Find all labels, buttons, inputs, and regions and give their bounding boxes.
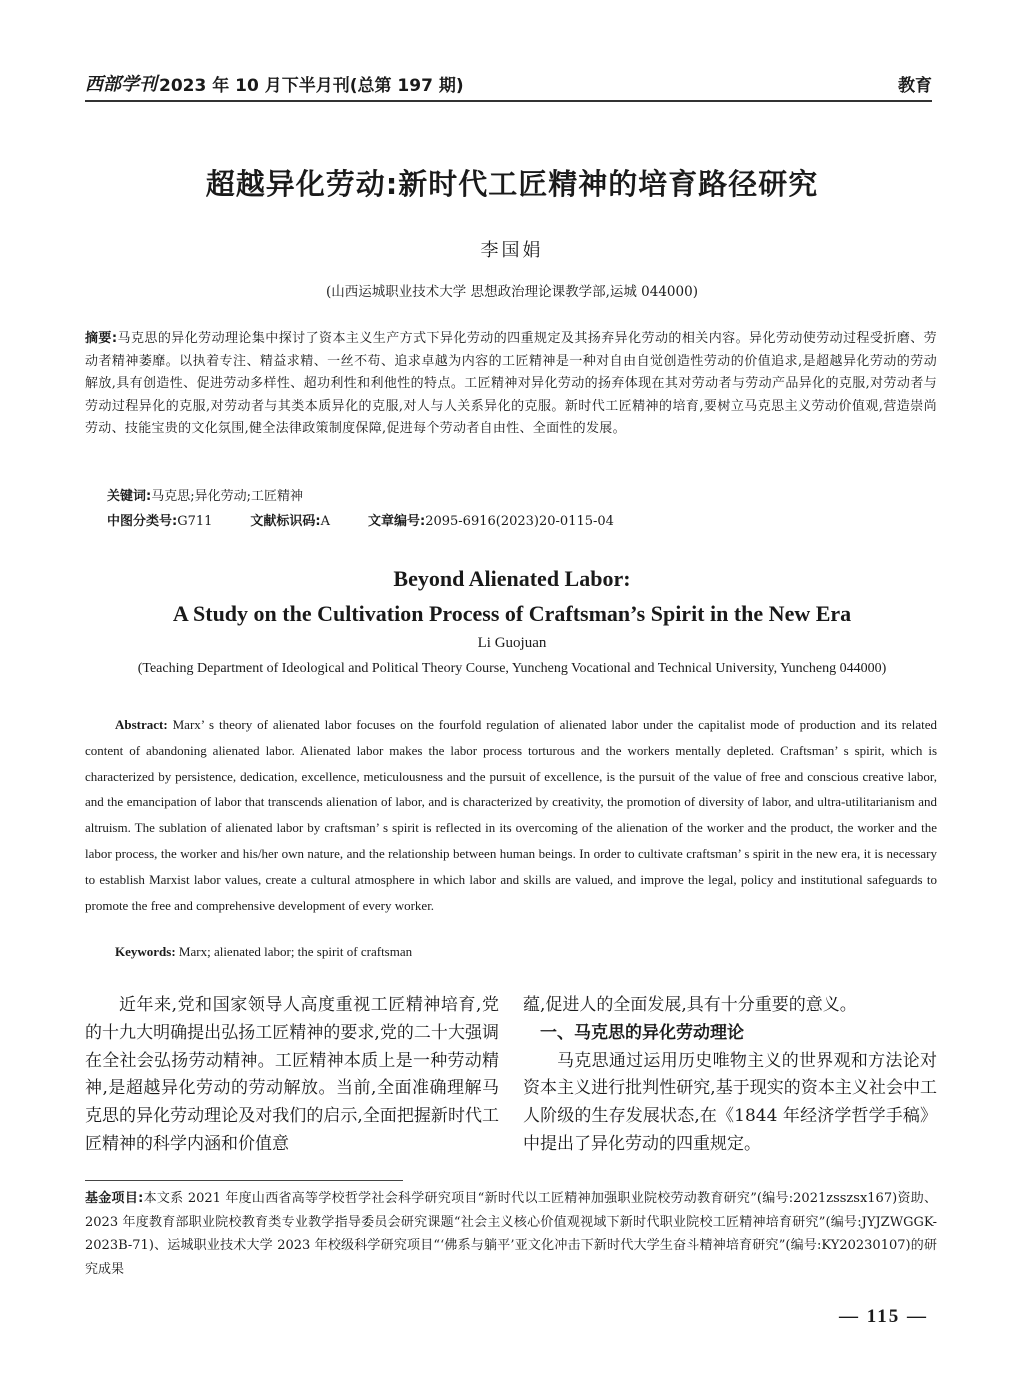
clc-label: 中图分类号: xyxy=(107,514,178,529)
english-title-line1: Beyond Alienated Labor: xyxy=(393,566,631,591)
chinese-author: 李国娟 xyxy=(480,240,544,261)
english-abstract-text: Marx’ s theory of alienated labor focuses on the fourfold regulation of alienated labor under the capitalist mode of production and its related content of abandoning alienated labor. Alienated labor makes the labor process torturous and the workers mentally depleted. Craftsman’ s spirit, which is characterized by persistence, dedication, excellence, meticulousness and the pursuit of excellence, is the pursuit of the value of free and conscious creative labor, and the emancipation of labor that transcends alienation of labor, and is characterized by creativity, the promotion of diversity of labor, and ultra-utilitarianism and altruism. The sublation of alienated labor by craftsman’ s spirit is reflected in its overcoming of the alienation of the worker and the product, the worker and the labor process, the worker and his/her own nature, and the relationship between human beings. In order to cultivate craftsman’ s spirit in the new era, it is necessary to establish Marxist labor values, create a cultural atmosphere in which labor and skills are valued, and improve the legal, policy and institutional safeguards to promote the free and comprehensive development of every worker. xyxy=(85,717,937,913)
chinese-abstract-label: 摘要: xyxy=(85,331,118,346)
funding-label: 基金项目: xyxy=(85,1191,144,1206)
intro-paragraph-continued: 蕴,促进人的全面发展,具有十分重要的意义。 xyxy=(523,995,857,1015)
running-header xyxy=(85,70,932,96)
chinese-keywords xyxy=(107,485,303,504)
footnote-divider xyxy=(85,1180,403,1181)
classification-line xyxy=(107,510,652,529)
english-keywords-text: Marx; alienated labor; the spirit of craftsman xyxy=(178,944,413,959)
document-code xyxy=(250,510,330,529)
english-affiliation: (Teaching Department of Ideological and Political Theory Course, Yuncheng Vocational and Technical University, Yuncheng 044000) xyxy=(137,661,887,676)
journal-issue-line xyxy=(85,70,464,96)
header-divider xyxy=(85,100,932,102)
document-code-value: A xyxy=(320,514,330,529)
clc-value: G711 xyxy=(177,514,213,529)
chinese-affiliation: (山西运城职业技术大学 思想政治理论课教学部,运城 044000) xyxy=(326,284,698,300)
article-number-value: 2095-6916(2023)20-0115-04 xyxy=(425,514,614,529)
issue-info: 2023 年 10 月下半月刊(总第 197 期) xyxy=(159,76,464,96)
english-author: Li Guojuan xyxy=(477,635,547,651)
funding-note xyxy=(85,1187,937,1281)
english-abstract xyxy=(85,712,937,918)
article-number-label: 文章编号: xyxy=(368,514,426,529)
chinese-abstract-text: 马克思的异化劳动理论集中探讨了资本主义生产方式下异化劳动的四重规定及其扬弃异化劳动的相关内容。异化劳动使劳动过程受折磨、劳动者精神萎靡。以执着专注、精益求精、一丝不苟、追求卓越为内容的工匠精神是一种对自由自觉创造性劳动的价值追求,是超越异化劳动的劳动解放,具有创造性、促进劳动多样性、超功利性和利他性的特点。工匠精神对异化劳动的扬弃体现在其对劳动者与劳动产品异化的克服,对劳动者与劳动过程异化的克服,对劳动者与其类本质异化的克服,对人与人关系异化的克服。新时代工匠精神的培育,要树立马克思主义劳动价值观,营造崇尚劳动、技能宝贵的文化氛围,健全法律政策制度保障,促进每个劳动者自由性、全面性的发展。 xyxy=(85,331,937,436)
page-number: — 115 — xyxy=(839,1306,928,1327)
chinese-abstract xyxy=(85,328,937,441)
document-code-label: 文献标识码: xyxy=(250,514,321,529)
journal-logo: 西部学刊 xyxy=(85,74,157,95)
section-heading-1: 一、马克思的异化劳动理论 xyxy=(540,1022,744,1043)
english-abstract-label: Abstract: xyxy=(115,717,168,732)
chinese-keywords-label: 关键词: xyxy=(107,489,152,504)
body-column-left xyxy=(85,992,499,1159)
article-number xyxy=(368,510,614,529)
english-title-line2: A Study on the Cultivation Process of Craftsman’s Spirit in the New Era xyxy=(172,601,852,626)
section-name: 教育 xyxy=(898,76,932,96)
english-keywords xyxy=(115,944,412,960)
section1-paragraph: 马克思通过运用历史唯物主义的世界观和方法论对资本主义进行批判性研究,基于现实的资本主义社会中工人阶级的生存发展状态,在《1844 年经济学哲学手稿》中提出了异化劳动的四重规定。 xyxy=(523,1050,937,1154)
chinese-keywords-text: 马克思;异化劳动;工匠精神 xyxy=(151,489,303,504)
body-column-right xyxy=(523,992,937,1159)
intro-paragraph: 近年来,党和国家领导人高度重视工匠精神培育,党的十九大明确提出弘扬工匠精神的要求,党的二十大强调在全社会弘扬劳动精神。工匠精神本质上是一种劳动精神,是超越异化劳动的劳动解放。当前,全面准确理解马克思的异化劳动理论及对我们的启示,全面把握新时代工匠精神的科学内涵和价值意 xyxy=(85,995,499,1154)
funding-text: 本文系 2021 年度山西省高等学校哲学社会科学研究项目“新时代以工匠精神加强职业院校劳动教育研究”(编号:2021zsszsx167)资助、2023 年度教育部职业院校教育类专业教学指导委员会研究课题“社会主义核心价值观视域下新时代职业院校工匠精神培育研究”(编号:JYJZWGGK-2023B-71)、运城职业技术大学 2023 年校级科学研究项目“‘佛系与躺平’亚文化冲击下新时代大学生奋斗精神培育研究”(编号:KY20230107)的研究成果 xyxy=(85,1191,938,1277)
clc-number xyxy=(107,510,212,529)
chinese-title: 超越异化劳动:新时代工匠精神的培育路径研究 xyxy=(205,167,819,201)
english-keywords-label: Keywords: xyxy=(115,944,176,959)
